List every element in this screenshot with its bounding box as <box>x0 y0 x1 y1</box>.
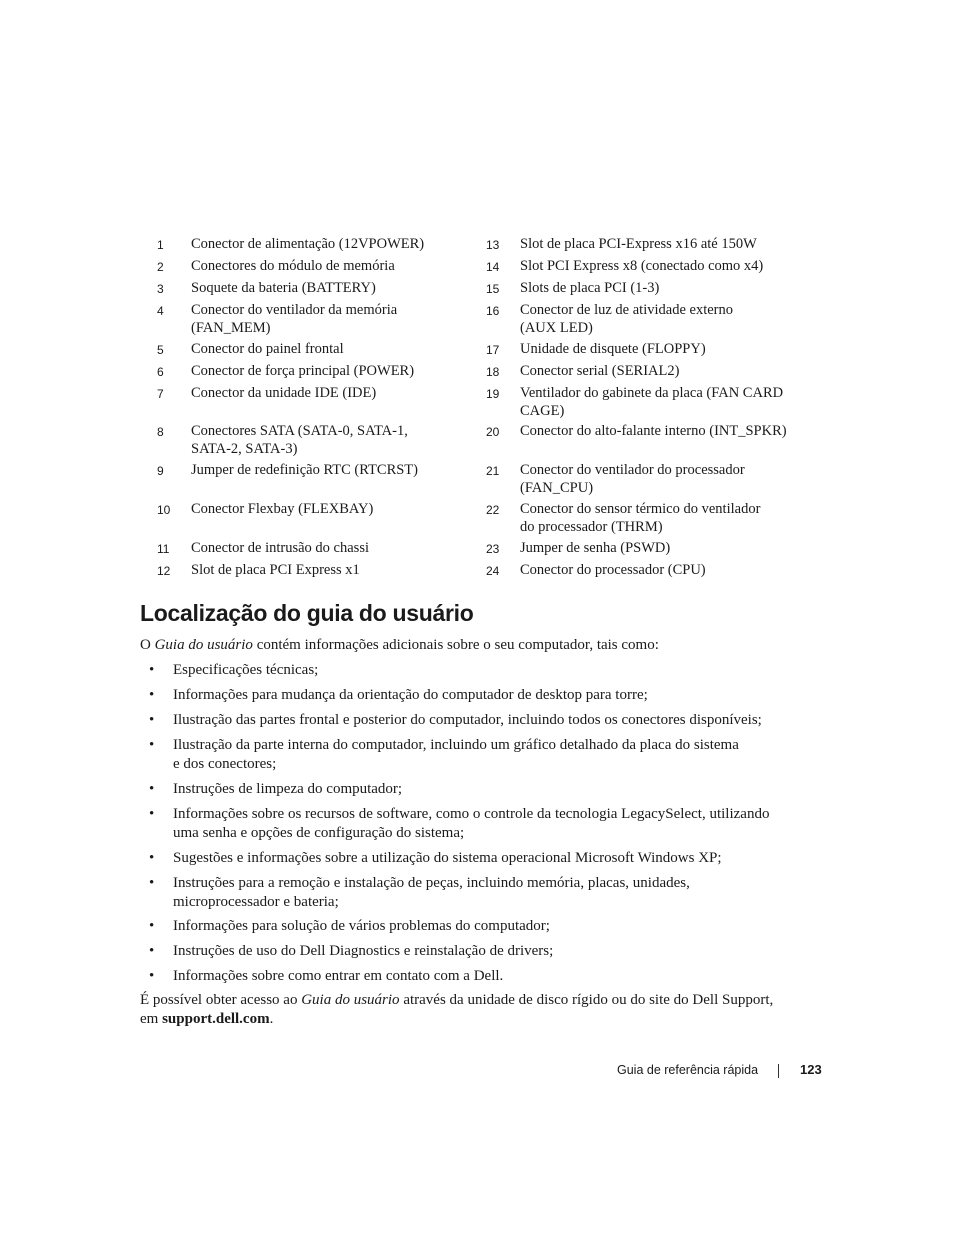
legend-description-line: Conector de luz de atividade externo <box>520 302 733 318</box>
legend-number: 12 <box>157 564 171 578</box>
legend-description <box>520 280 659 298</box>
list-item <box>173 805 798 843</box>
legend-description-line: Conector serial (SERIAL2) <box>520 363 680 379</box>
legend-number: 10 <box>157 503 171 517</box>
legend-description-line: Slot de placa PCI-Express x16 até 150W <box>520 236 757 252</box>
legend-description <box>191 363 414 381</box>
list-item-line: microprocessador e bateria; <box>173 894 339 910</box>
closing-period: . <box>269 1011 274 1027</box>
legend-description <box>520 302 733 337</box>
list-item-line: uma senha e opções de configuração do sistema; <box>173 825 465 841</box>
legend-description-line: Slot de placa PCI Express x1 <box>191 562 360 578</box>
list-item-line: Ilustração das partes frontal e posterior do computador, incluindo todos os conectores disponíveis; <box>173 712 762 728</box>
closing-paragraph <box>140 991 800 1029</box>
legend-description-line: (FAN_MEM) <box>191 319 271 336</box>
legend-description-line: Jumper de senha (PSWD) <box>520 540 671 556</box>
legend-description-line: do processador (THRM) <box>520 518 663 535</box>
legend-description-line: Slot PCI Express x8 (conectado como x4) <box>520 258 764 274</box>
list-item-line: Informações para solução de vários problemas do computador; <box>173 918 550 934</box>
legend-description-line: Conector do ventilador da memória <box>191 302 398 318</box>
legend-description <box>520 341 706 359</box>
legend-description-line: Conectores SATA (SATA-0, SATA-1, <box>191 423 408 439</box>
legend-number: 9 <box>157 464 164 478</box>
legend-description-line: Ventilador do gabinete da placa (FAN CARD <box>520 385 784 401</box>
legend-description-line: Conectores do módulo de memória <box>191 258 395 274</box>
list-item <box>173 711 798 730</box>
page-number: 123 <box>800 1062 822 1077</box>
list-item-line: Instruções de limpeza do computador; <box>173 781 403 797</box>
legend-number: 23 <box>486 542 500 556</box>
legend-description <box>520 540 670 558</box>
legend-number: 21 <box>486 464 500 478</box>
legend-number: 2 <box>157 260 164 274</box>
legend-description <box>191 540 369 558</box>
legend-number: 14 <box>486 260 500 274</box>
footer-separator <box>778 1064 779 1078</box>
section-heading: Localização do guia do usuário <box>140 600 474 626</box>
closing-em: em <box>140 1011 163 1027</box>
list-item <box>173 849 798 868</box>
legend-description-line: SATA-2, SATA-3) <box>191 440 298 457</box>
legend-number: 7 <box>157 387 164 401</box>
legend-description-line: Conector do processador (CPU) <box>520 562 706 578</box>
list-item <box>173 917 798 936</box>
legend-description-line: Soquete da bateria (BATTERY) <box>191 280 376 296</box>
legend-number: 17 <box>486 343 500 357</box>
legend-description-line: Conector de alimentação (12VPOWER) <box>191 236 425 252</box>
closing-italic-title: Guia do usuário <box>301 992 400 1008</box>
list-item <box>173 874 798 912</box>
legend-description <box>191 280 376 298</box>
list-item <box>173 942 798 961</box>
legend-description <box>191 258 395 276</box>
list-item <box>173 736 798 774</box>
legend-description <box>520 236 757 254</box>
list-item-line: Informações para mudança da orientação do computador de desktop para torre; <box>173 687 648 703</box>
legend-number: 15 <box>486 282 500 296</box>
legend-description-line: Jumper de redefinição RTC (RTCRST) <box>191 462 418 478</box>
legend-description-line: Conector da unidade IDE (IDE) <box>191 385 377 401</box>
legend-description-line: CAGE) <box>520 402 565 419</box>
legend-number: 5 <box>157 343 164 357</box>
list-item-line: e dos conectores; <box>173 756 277 772</box>
bullet-icon: • <box>149 918 155 934</box>
legend-description <box>191 302 397 337</box>
support-link[interactable]: support.dell.com <box>162 1011 270 1027</box>
legend-number: 11 <box>157 542 170 556</box>
legend-description <box>191 341 344 359</box>
intro-text-start: O <box>140 637 155 653</box>
legend-number: 4 <box>157 304 164 318</box>
closing-line-2 <box>140 1010 800 1029</box>
bullet-icon: • <box>149 687 155 703</box>
intro-italic-title: Guia do usuário <box>154 637 253 653</box>
list-item-line: Ilustração da parte interna do computador, incluindo um gráfico detalhado da placa do sistema <box>173 737 739 753</box>
legend-description-line: Conector de força principal (POWER) <box>191 363 415 379</box>
list-item-line: Instruções para a remoção e instalação de peças, incluindo memória, placas, unidades, <box>173 875 690 891</box>
legend-description <box>520 385 783 420</box>
legend-description <box>520 462 745 497</box>
list-item <box>173 686 798 705</box>
footer-title: Guia de referência rápida <box>617 1063 759 1077</box>
legend-description-line: Conector do ventilador do processador <box>520 462 745 478</box>
legend-description <box>191 462 418 480</box>
legend-number: 19 <box>486 387 500 401</box>
list-item-line: Sugestões e informações sobre a utilização do sistema operacional Microsoft Windows XP; <box>173 850 722 866</box>
list-item <box>173 661 798 680</box>
bullet-icon: • <box>149 850 155 866</box>
legend-number: 16 <box>486 304 500 318</box>
closing-text-end: através da unidade de disco rígido ou do site do Dell Support, <box>399 992 774 1008</box>
legend-description-line: Conector do sensor térmico do ventilador <box>520 501 761 517</box>
closing-line-1 <box>140 991 800 1010</box>
bullet-icon: • <box>149 781 155 797</box>
intro-text-end: contém informações adicionais sobre o seu computador, tais como: <box>252 637 659 653</box>
bullet-icon: • <box>149 875 155 891</box>
legend-number: 20 <box>486 425 500 439</box>
legend-number: 8 <box>157 425 164 439</box>
legend-description <box>191 385 376 403</box>
legend-number: 13 <box>486 238 500 252</box>
bullet-icon: • <box>149 662 155 678</box>
legend-description <box>520 363 679 381</box>
legend-description-line: Unidade de disquete (FLOPPY) <box>520 341 706 357</box>
legend-number: 3 <box>157 282 164 296</box>
legend-description <box>191 423 408 458</box>
legend-number: 18 <box>486 365 500 379</box>
legend-description-line: Conector do alto-falante interno (INT_SPKR) <box>520 423 787 439</box>
list-item-line: Especificações técnicas; <box>173 662 319 678</box>
legend-number: 22 <box>486 503 500 517</box>
list-item <box>173 967 798 986</box>
bullet-icon: • <box>149 968 155 984</box>
closing-text-start: É possível obter acesso ao <box>140 992 302 1008</box>
bullet-icon: • <box>149 806 155 822</box>
list-item-line: Informações sobre como entrar em contato com a Dell. <box>173 968 504 984</box>
legend-number: 6 <box>157 365 164 379</box>
legend-description <box>520 501 760 536</box>
legend-description <box>191 501 373 519</box>
list-item-line: Informações sobre os recursos de software, como o controle da tecnologia LegacySelect, utilizando <box>173 806 770 822</box>
legend-description-line: (AUX LED) <box>520 319 593 336</box>
legend-description <box>191 562 360 580</box>
legend-description-line: Conector do painel frontal <box>191 341 344 357</box>
bullet-icon: • <box>149 712 155 728</box>
legend-description-line: Conector de intrusão do chassi <box>191 540 369 556</box>
legend-description-line: Slots de placa PCI (1-3) <box>520 280 660 296</box>
list-item-line: Instruções de uso do Dell Diagnostics e reinstalação de drivers; <box>173 943 554 959</box>
intro-paragraph <box>140 636 800 655</box>
legend-description-line: (FAN_CPU) <box>520 479 594 496</box>
legend-description <box>191 236 424 254</box>
list-item <box>173 780 798 799</box>
legend-description <box>520 423 787 441</box>
legend-description-line: Conector Flexbay (FLEXBAY) <box>191 501 374 517</box>
legend-number: 24 <box>486 564 500 578</box>
bullet-icon: • <box>149 943 155 959</box>
legend-number: 1 <box>157 238 164 252</box>
bullet-icon: • <box>149 737 155 753</box>
legend-description <box>520 562 706 580</box>
legend-description <box>520 258 763 276</box>
